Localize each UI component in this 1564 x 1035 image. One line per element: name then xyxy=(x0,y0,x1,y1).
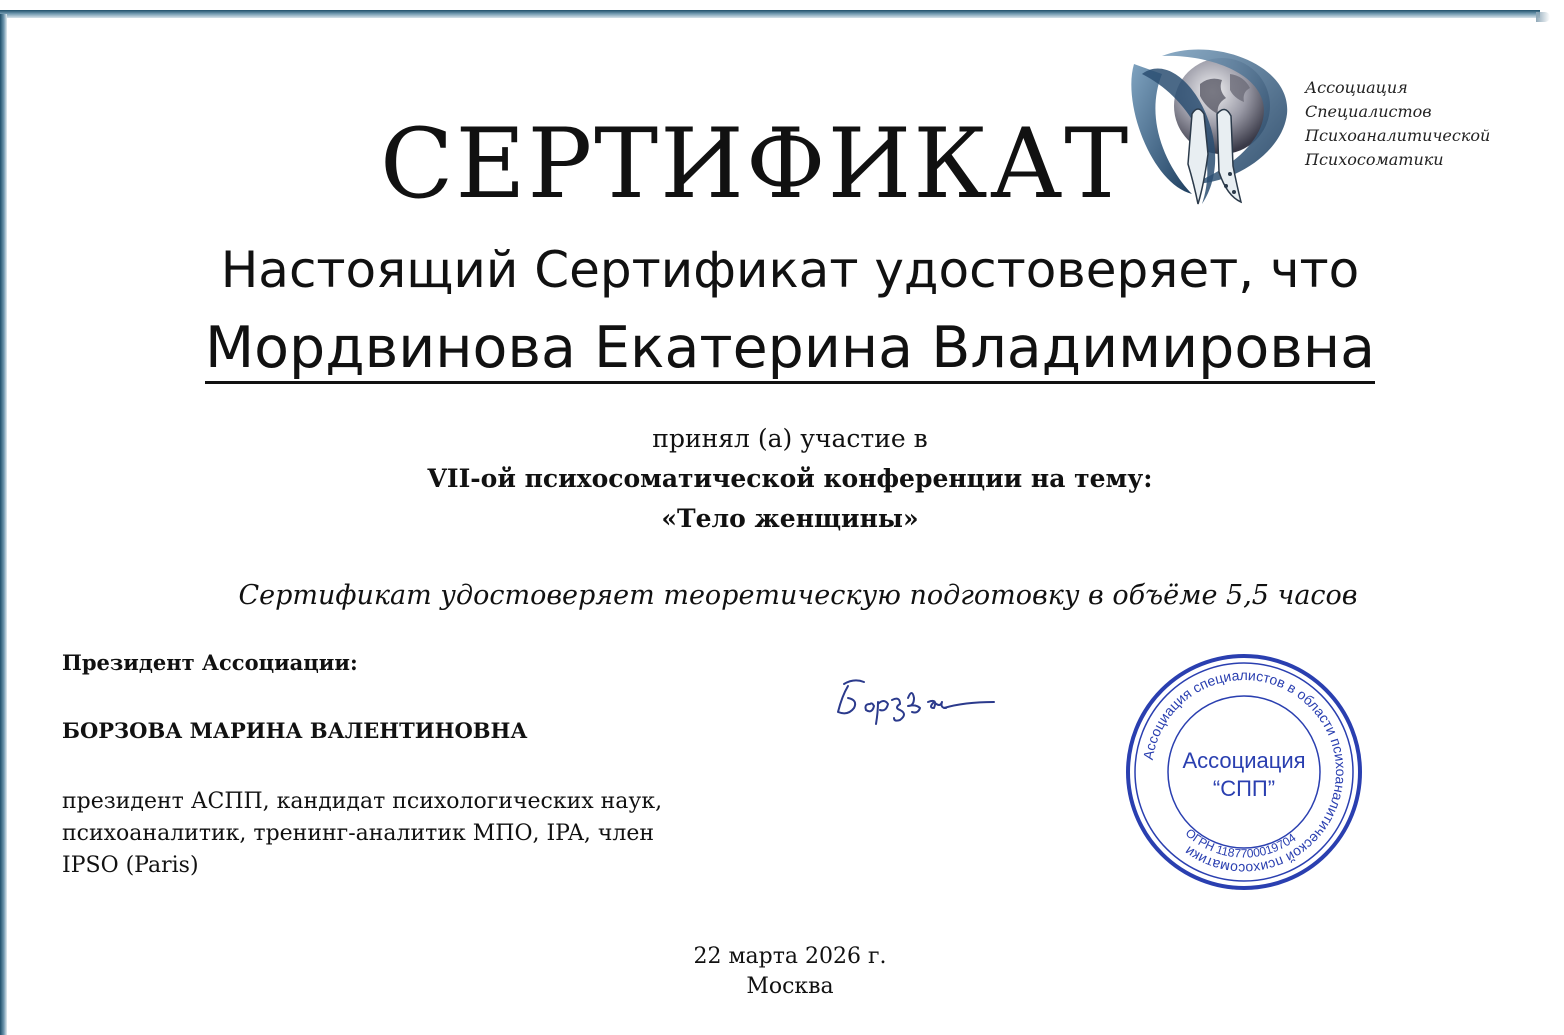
logo-text-line: Ассоциация xyxy=(1305,78,1408,97)
president-description-line: психоаналитик, тренинг-аналитик МПО, IPA, член xyxy=(62,821,655,846)
association-logo-text xyxy=(1305,76,1545,172)
certificate-border-corner xyxy=(1536,12,1550,22)
association-stamp xyxy=(1122,650,1366,894)
logo-text-line: Психосоматики xyxy=(1305,150,1444,169)
issue-city: Москва xyxy=(746,974,834,999)
stamp-ogrn-text: ОГРН 1187700019704 xyxy=(1182,825,1299,861)
president-description xyxy=(62,786,762,882)
stamp-center-line: “СПП” xyxy=(1212,776,1276,801)
president-description-line: IPSO (Paris) xyxy=(62,853,199,878)
stamp-ring-text: Ассоциация специалистов в области психоаналитической психосоматики xyxy=(1139,666,1350,878)
issue-date: 22 марта 2026 г. xyxy=(693,944,887,969)
recipient-name-text: Мордвинова Екатерина Владимировна xyxy=(205,315,1375,384)
recipient-name xyxy=(0,314,1564,382)
hours-statement: Сертификат удостоверяет теоретическую подготовку в объёме 5,5 часов xyxy=(238,580,1358,611)
event-name: VII-ой психосоматической конференции на тему: xyxy=(427,464,1153,493)
certificate-subtitle: Настоящий Сертификат удостоверяет, что xyxy=(220,241,1360,299)
logo-text-line: Специалистов xyxy=(1305,102,1432,121)
president-name: БОРЗОВА МАРИНА ВАЛЕНТИНОВНА xyxy=(62,718,528,743)
president-description-line: президент АСПП, кандидат психологических наук, xyxy=(62,789,663,814)
president-signature xyxy=(826,664,1026,734)
logo-text-line: Психоаналитической xyxy=(1305,126,1491,145)
participation-text: принял (а) участие в xyxy=(652,424,928,453)
association-logo-icon xyxy=(1122,34,1302,214)
event-topic: «Тело женщины» xyxy=(661,504,919,533)
certificate-border-top xyxy=(0,10,1540,18)
certificate-title: СЕРТИФИКАТ xyxy=(380,108,1131,220)
president-label: Президент Ассоциации: xyxy=(62,650,358,675)
stamp-center-line: Ассоциация xyxy=(1182,748,1306,773)
